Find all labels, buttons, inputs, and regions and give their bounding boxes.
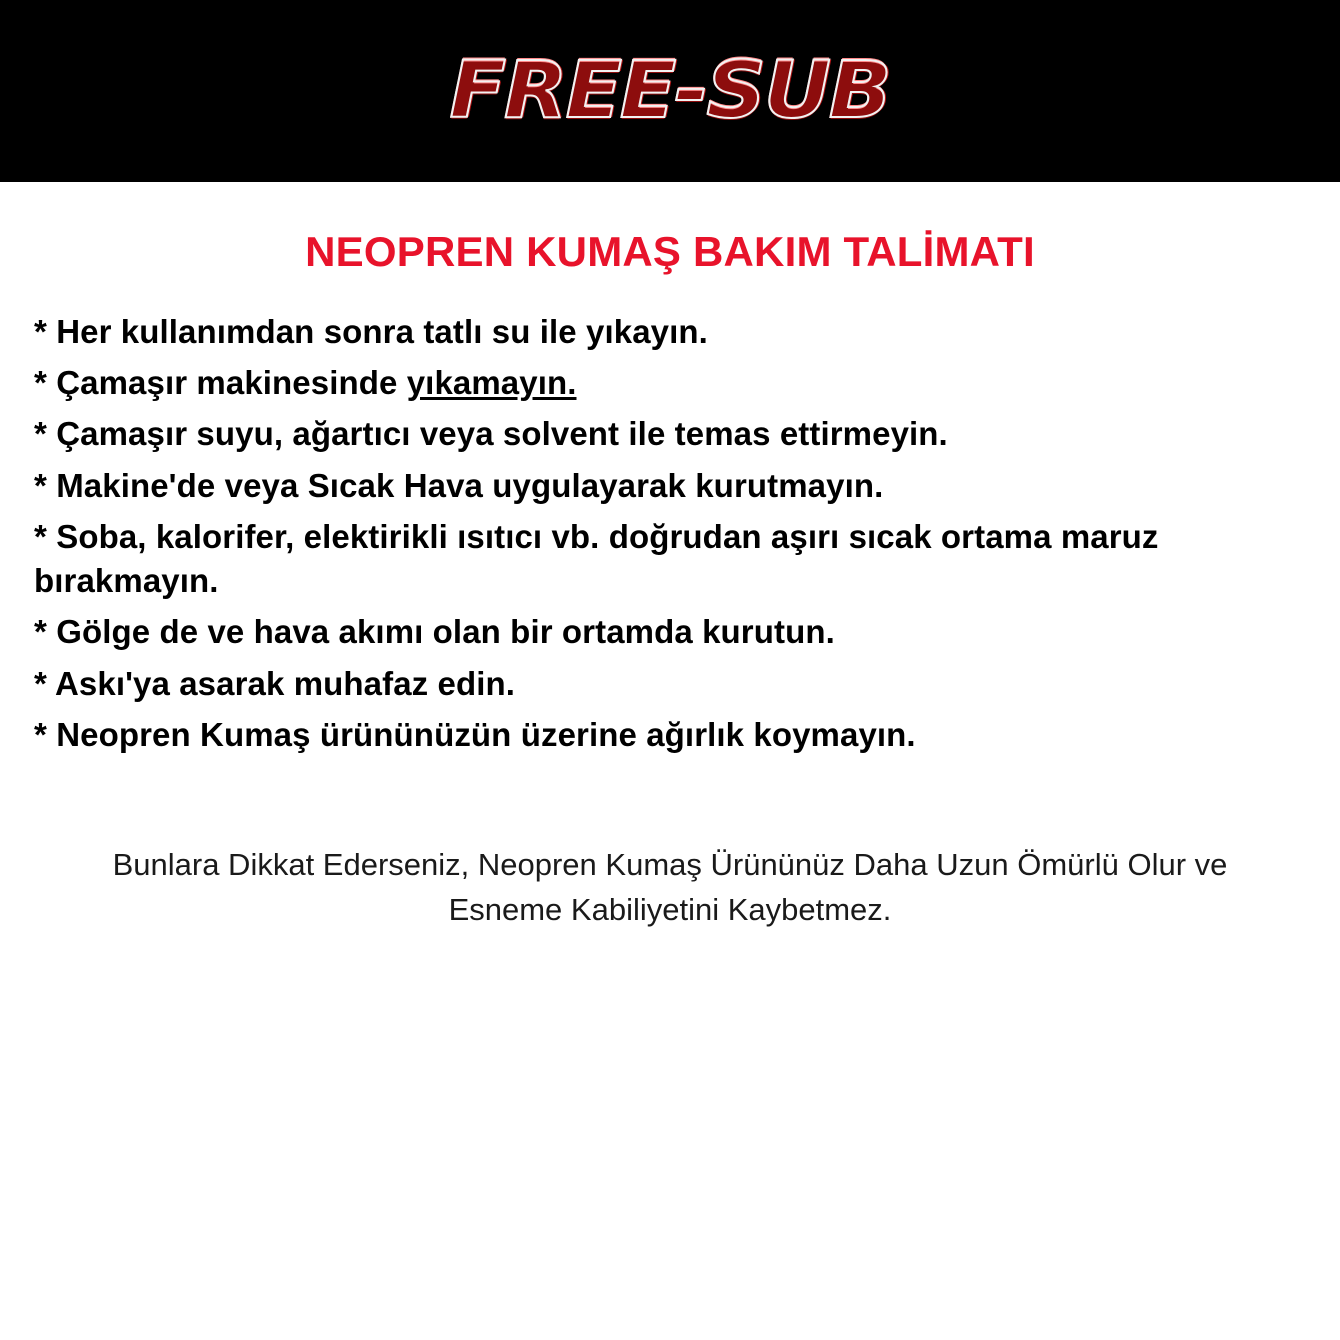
list-item: * Makine'de veya Sıcak Hava uygulayarak kurutmayın.: [34, 466, 884, 504]
brand-banner: [0, 0, 1340, 182]
list-item: * Askı'ya asarak muhafaz edin.: [34, 664, 516, 702]
page-title: NEOPREN KUMAŞ BAKIM TALİMATI: [305, 228, 1035, 275]
list-item: * Çamaşır suyu, ağartıcı veya solvent ile temas ettirmeyin.: [34, 415, 948, 453]
list-item: [34, 361, 1306, 405]
list-item-text-prefix: * Çamaşır makinesinde: [34, 364, 407, 402]
list-item: * Soba, kalorifer, elektirikli ısıtıcı vb. doğrudan aşırı sıcak ortama maruz bırakmayın.: [34, 517, 1159, 600]
footer-note: Bunlara Dikkat Ederseniz, Neopren Kumaş Ürününüz Daha Uzun Ömürlü Olur ve Esneme Kabiliyetini Kaybetmez.: [112, 846, 1228, 927]
list-item: * Her kullanımdan sonra tatlı su ile yıkayın.: [34, 313, 708, 350]
document-content: [0, 228, 1340, 933]
list-item: * Gölge de ve hava akımı olan bir ortamda kurutun.: [34, 613, 835, 651]
free-sub-logo: FREE-SUB: [446, 52, 895, 130]
care-instruction-list: [34, 310, 1306, 757]
list-item-underlined-text: yıkamayın.: [406, 364, 577, 402]
list-item: * Neopren Kumaş ürününüzün üzerine ağırlık koymayın.: [34, 715, 916, 753]
